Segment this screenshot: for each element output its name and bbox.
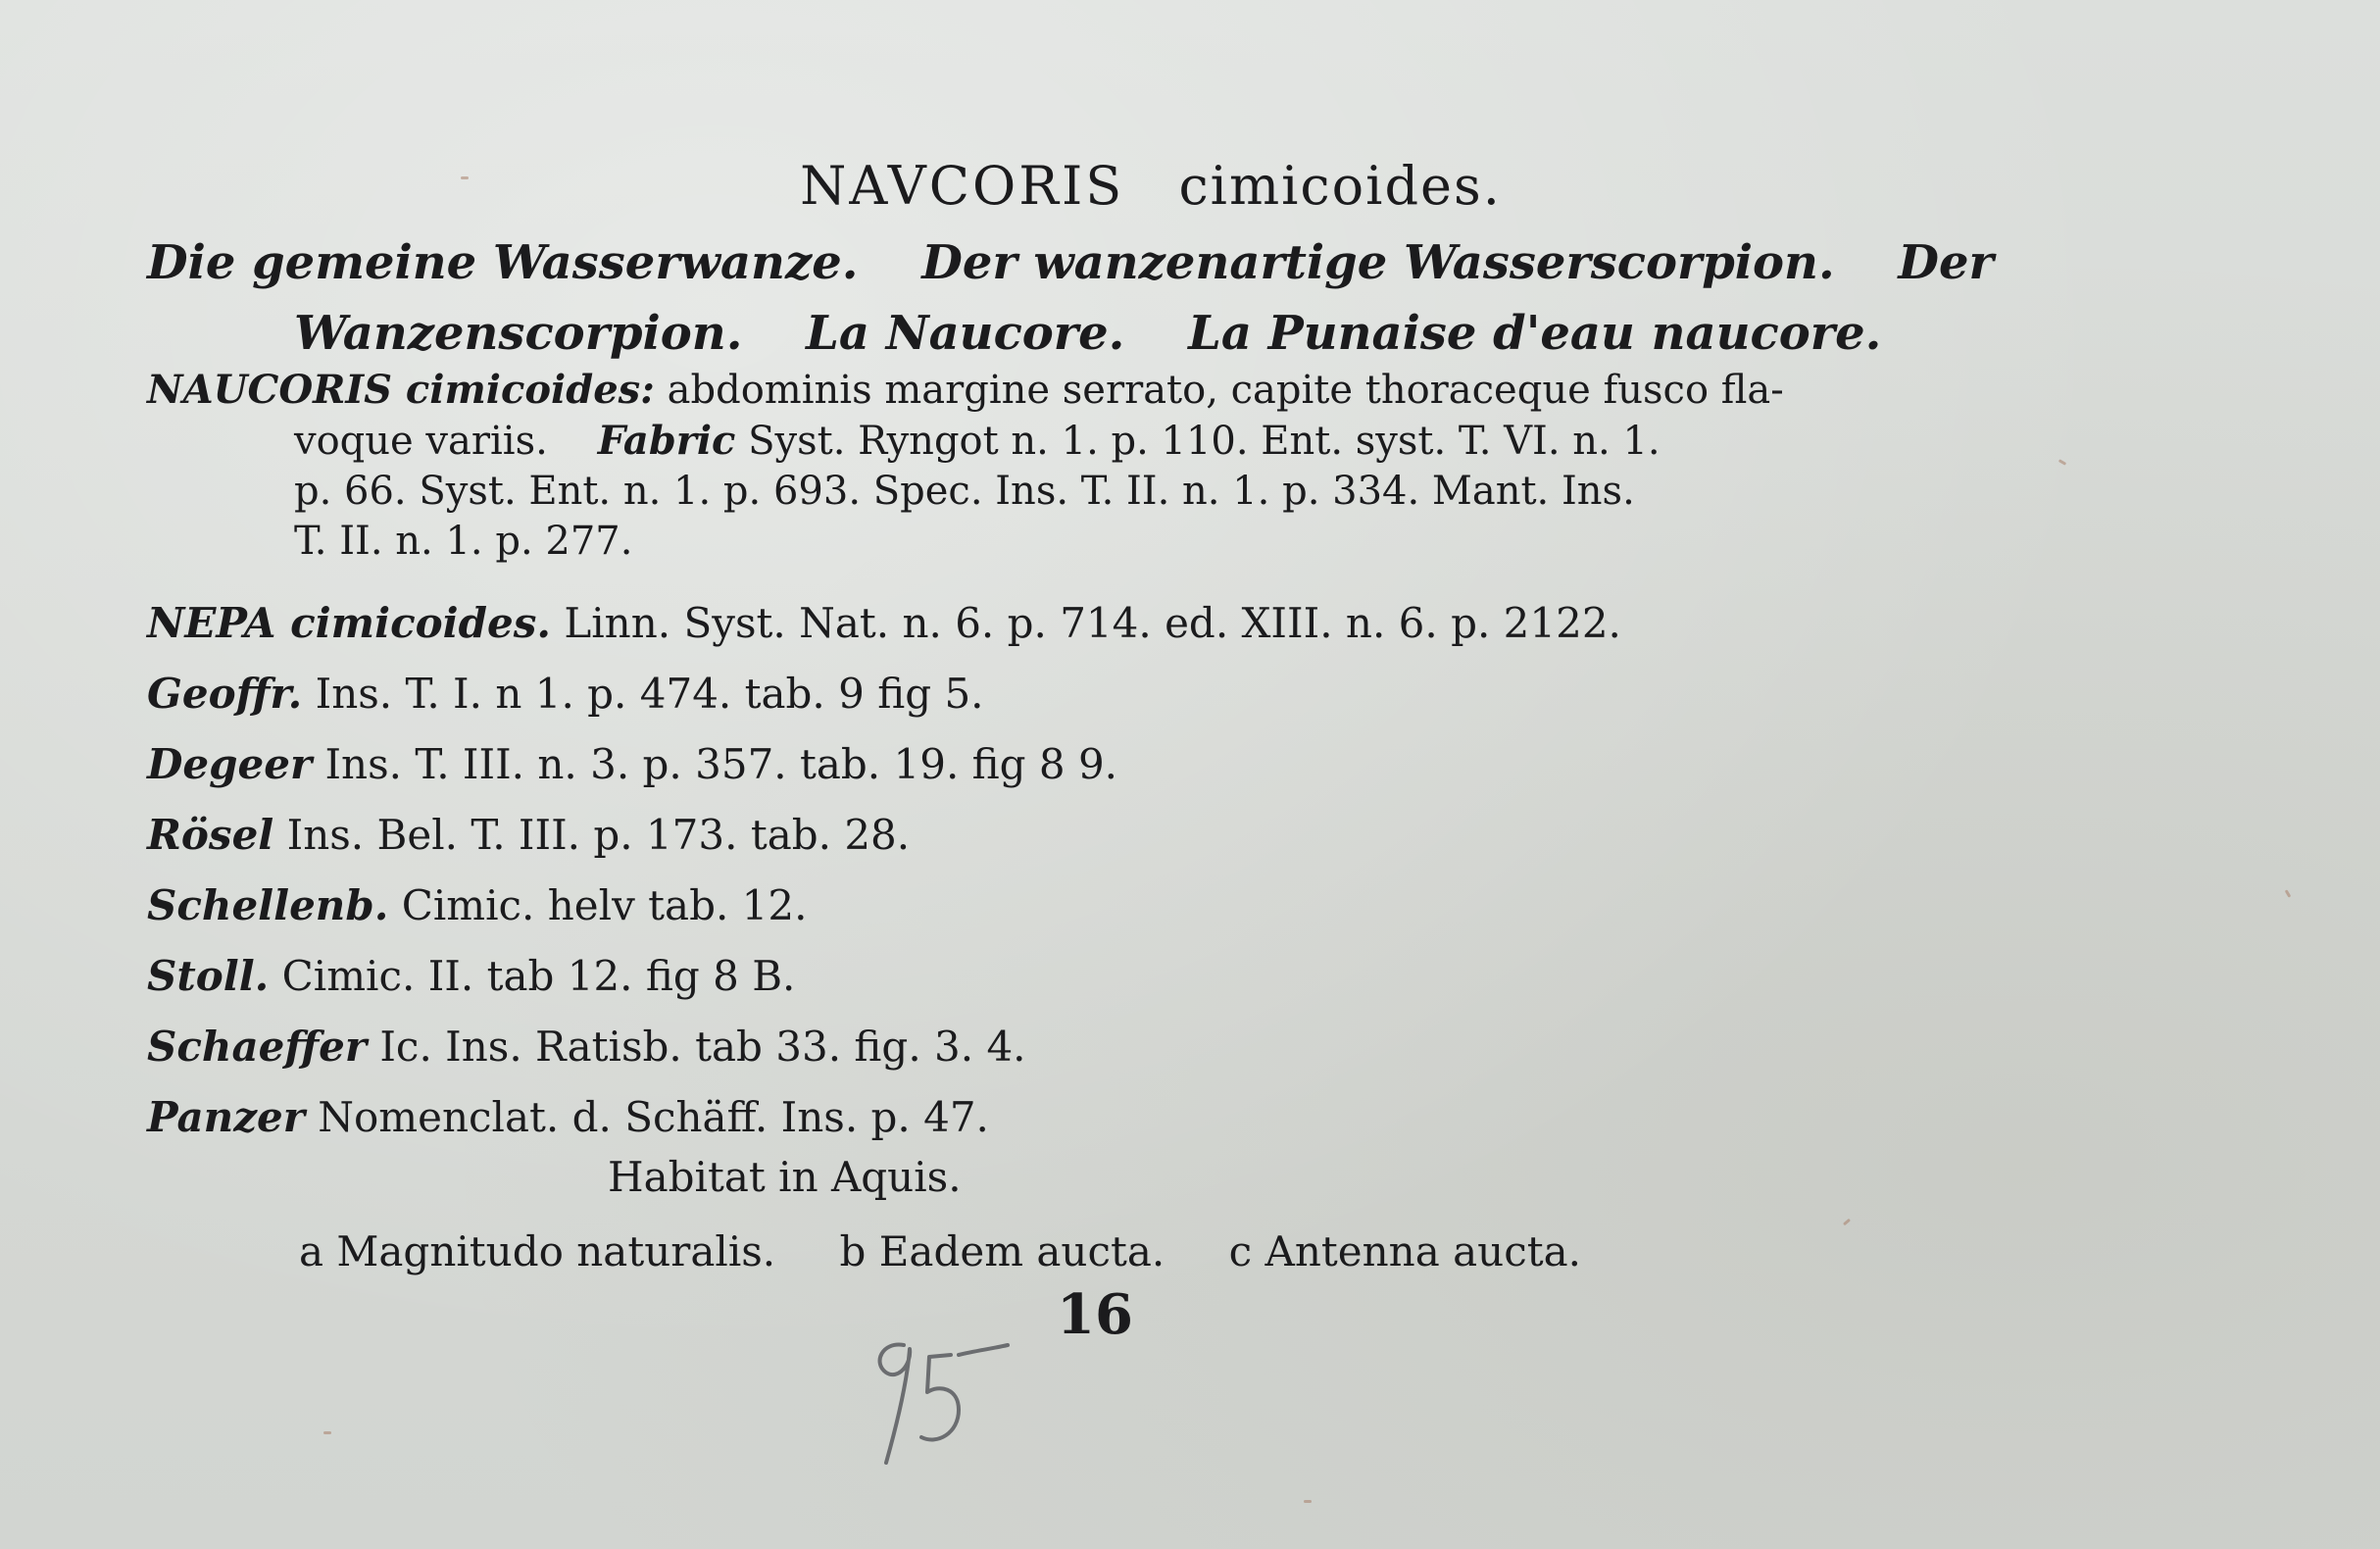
paper-fleck xyxy=(2285,889,2292,897)
reference-author: Schellenb. xyxy=(147,881,389,929)
reference-item xyxy=(147,871,2058,941)
pencil-annotation xyxy=(843,1316,1039,1473)
synonymy-line xyxy=(147,467,2058,517)
caption-item: c Antenna aucta. xyxy=(1228,1227,1581,1275)
title-genus: NAVCORIS xyxy=(800,155,1125,217)
common-name: Der xyxy=(1898,235,1994,290)
page-number: 16 xyxy=(1057,1282,1133,1347)
paper-fleck xyxy=(323,1431,331,1434)
citation-text: p. 66. Syst. Ent. n. 1. p. 693. Spec. Ins. T. II. n. 1. p. 334. Mant. Ins. xyxy=(294,469,1635,514)
paper-fleck xyxy=(2058,459,2066,466)
synonymy-line xyxy=(147,416,2058,467)
common-name: La Punaise d'eau naucore. xyxy=(1188,306,1882,361)
reference-author: NEPA cimicoides. xyxy=(147,599,551,647)
reference-author: Geoffr. xyxy=(147,670,303,718)
reference-item xyxy=(147,729,2058,800)
author-name: Fabric xyxy=(597,418,736,464)
citation-text: T. II. n. 1. p. 277. xyxy=(294,519,633,564)
reference-author: Degeer xyxy=(147,740,313,788)
reference-author: Panzer xyxy=(147,1093,305,1141)
synonymy-line xyxy=(147,517,2058,567)
handwritten-95-icon xyxy=(843,1316,1039,1473)
reference-item xyxy=(147,1012,2058,1082)
reference-text: Ins. Bel. T. III. p. 173. tab. 28. xyxy=(286,811,911,859)
habitat-line: Habitat in Aquis. xyxy=(608,1153,962,1201)
reference-author: Stoll. xyxy=(147,952,270,1000)
diagnosis-text: voque variis. xyxy=(294,419,548,464)
title-species: cimicoides. xyxy=(1178,155,1502,217)
common-names-line-2 xyxy=(147,298,2058,369)
page-title xyxy=(0,155,2341,217)
paper-fleck xyxy=(1304,1500,1312,1503)
reference-text: Nomenclat. d. Schäff. Ins. p. 47. xyxy=(318,1093,989,1141)
reference-item xyxy=(147,1082,2058,1153)
common-names-line-1 xyxy=(147,227,2058,298)
common-name: La Naucore. xyxy=(806,306,1125,361)
reference-author: Schaeffer xyxy=(147,1023,367,1071)
reference-list xyxy=(147,588,2058,1153)
reference-text: Ins. T. III. n. 3. p. 357. tab. 19. fig 8 9. xyxy=(324,740,1118,788)
common-name: Wanzenscorpion. xyxy=(294,306,743,361)
figure-caption xyxy=(299,1227,1581,1275)
diagnosis-text: abdominis margine serrato, capite thoraceque fusco fla- xyxy=(667,368,1784,413)
paper-fleck xyxy=(1843,1219,1851,1225)
reference-item xyxy=(147,588,2058,659)
citation-text: Syst. Ryngot n. 1. p. 110. Ent. syst. T. VI. n. 1. xyxy=(748,419,1661,464)
reference-text: Cimic. II. tab 12. fig 8 B. xyxy=(281,952,796,1000)
reference-author: Rösel xyxy=(147,811,274,859)
common-names xyxy=(147,227,2058,369)
reference-item xyxy=(147,800,2058,871)
common-name: Der wanzenartige Wasserscorpion. xyxy=(921,235,1835,290)
reference-text: Ic. Ins. Ratisb. tab 33. fig. 3. 4. xyxy=(379,1023,1026,1071)
common-name: Die gemeine Wasserwanze. xyxy=(147,235,859,290)
synonymy-paragraph xyxy=(147,365,2058,567)
reference-text: Cimic. helv tab. 12. xyxy=(401,881,808,929)
reference-item xyxy=(147,941,2058,1012)
caption-item: a Magnitudo naturalis. xyxy=(299,1227,776,1275)
synonymy-line xyxy=(147,365,2058,416)
reference-text: Linn. Syst. Nat. n. 6. p. 714. ed. XIII. n. 6. p. 2122. xyxy=(564,599,1621,647)
reference-item xyxy=(147,659,2058,729)
species-name: NAUCORIS cimicoides: xyxy=(147,367,655,413)
caption-item: b Eadem aucta. xyxy=(839,1227,1165,1275)
reference-text: Ins. T. I. n 1. p. 474. tab. 9 fig 5. xyxy=(315,670,984,718)
